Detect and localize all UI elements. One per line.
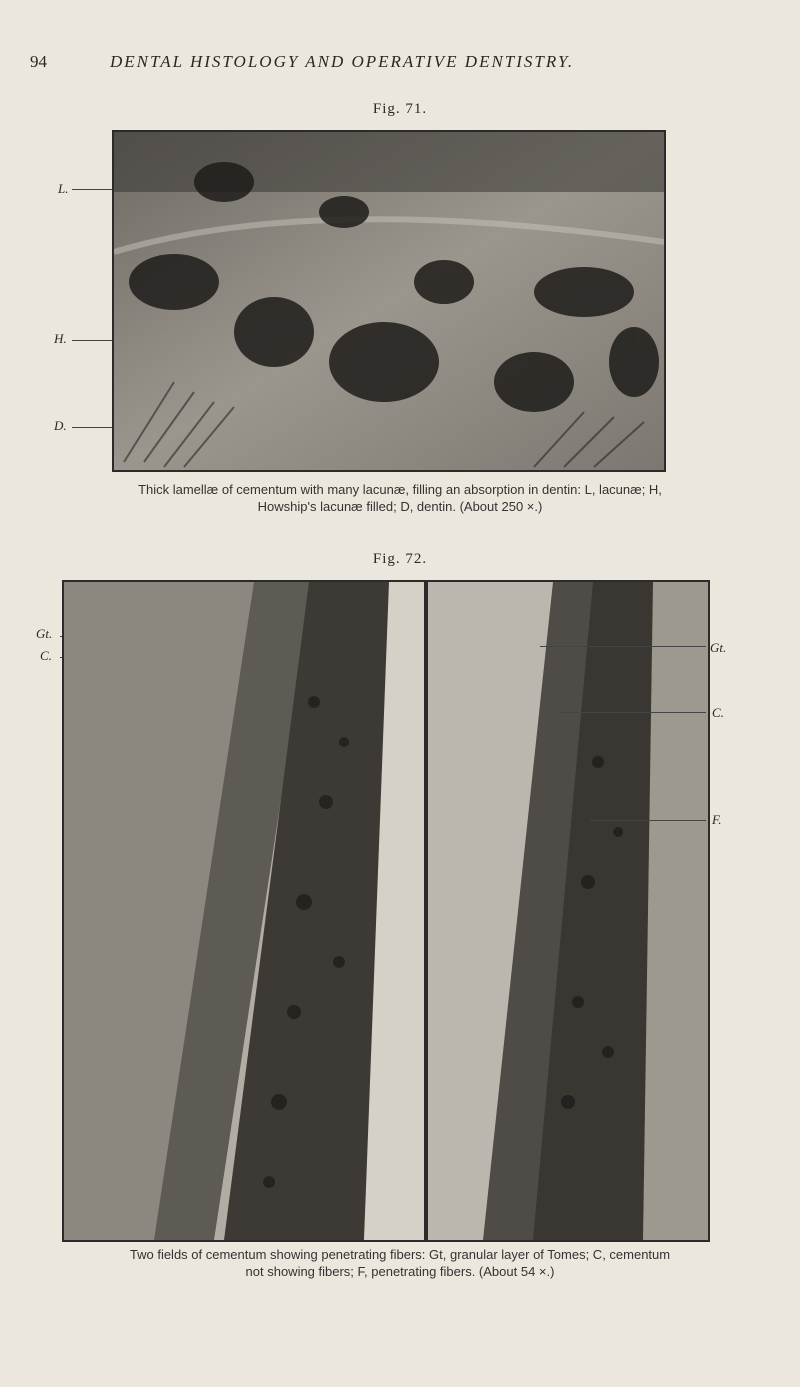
fig71-micrograph-image xyxy=(114,132,664,470)
fig71-caption-line2: Howship's lacunæ filled; D, dentin. (About 250 ×.) xyxy=(257,499,543,514)
fig71-caption-line1: Thick lamellæ of cementum with many lacunæ, filling an absorption in dentin: L, lacunæ; H, xyxy=(138,482,662,497)
fig71-leader-l xyxy=(72,189,117,190)
fig72-title: Fig. 72. xyxy=(372,551,428,567)
fig72-right-micrograph xyxy=(426,580,710,1242)
fig72-left-micrograph xyxy=(62,580,426,1242)
page-number: 94 xyxy=(30,52,47,71)
fig71-label-d: D. xyxy=(54,418,67,433)
fig71-label-h: H. xyxy=(54,331,67,346)
fig71-caption xyxy=(20,481,780,515)
fig72-right-label-c: C. xyxy=(712,705,724,720)
fig72-left-micrograph-image xyxy=(64,582,424,1240)
fig72-right-label-gt: Gt. xyxy=(710,640,727,655)
fig72-right-leader-gt xyxy=(540,646,706,647)
fig72-caption xyxy=(20,1246,780,1280)
running-title: DENTAL HISTOLOGY AND OPERATIVE DENTISTRY. xyxy=(110,52,575,71)
fig72-right-leader-c xyxy=(560,712,706,713)
fig72-right-leader-f xyxy=(590,820,706,821)
fig72-caption-line2: not showing fibers; F, penetrating fibers. (About 54 ×.) xyxy=(245,1264,555,1279)
fig71-label-l: L. xyxy=(58,181,69,196)
fig72-caption-line1: Two fields of cementum showing penetrating fibers: Gt, granular layer of Tomes; C, cementum xyxy=(129,1247,671,1262)
fig71-leader-d xyxy=(72,427,117,428)
fig72-left-label-c: C. xyxy=(40,648,52,663)
fig71-title: Fig. 71. xyxy=(372,101,428,117)
fig72-right-label-f: F. xyxy=(712,812,722,827)
fig72-left-label-gt: Gt. xyxy=(36,626,53,641)
fig71-leader-h xyxy=(72,340,117,341)
fig71-micrograph xyxy=(112,130,666,472)
fig72-right-micrograph-image xyxy=(428,582,708,1240)
